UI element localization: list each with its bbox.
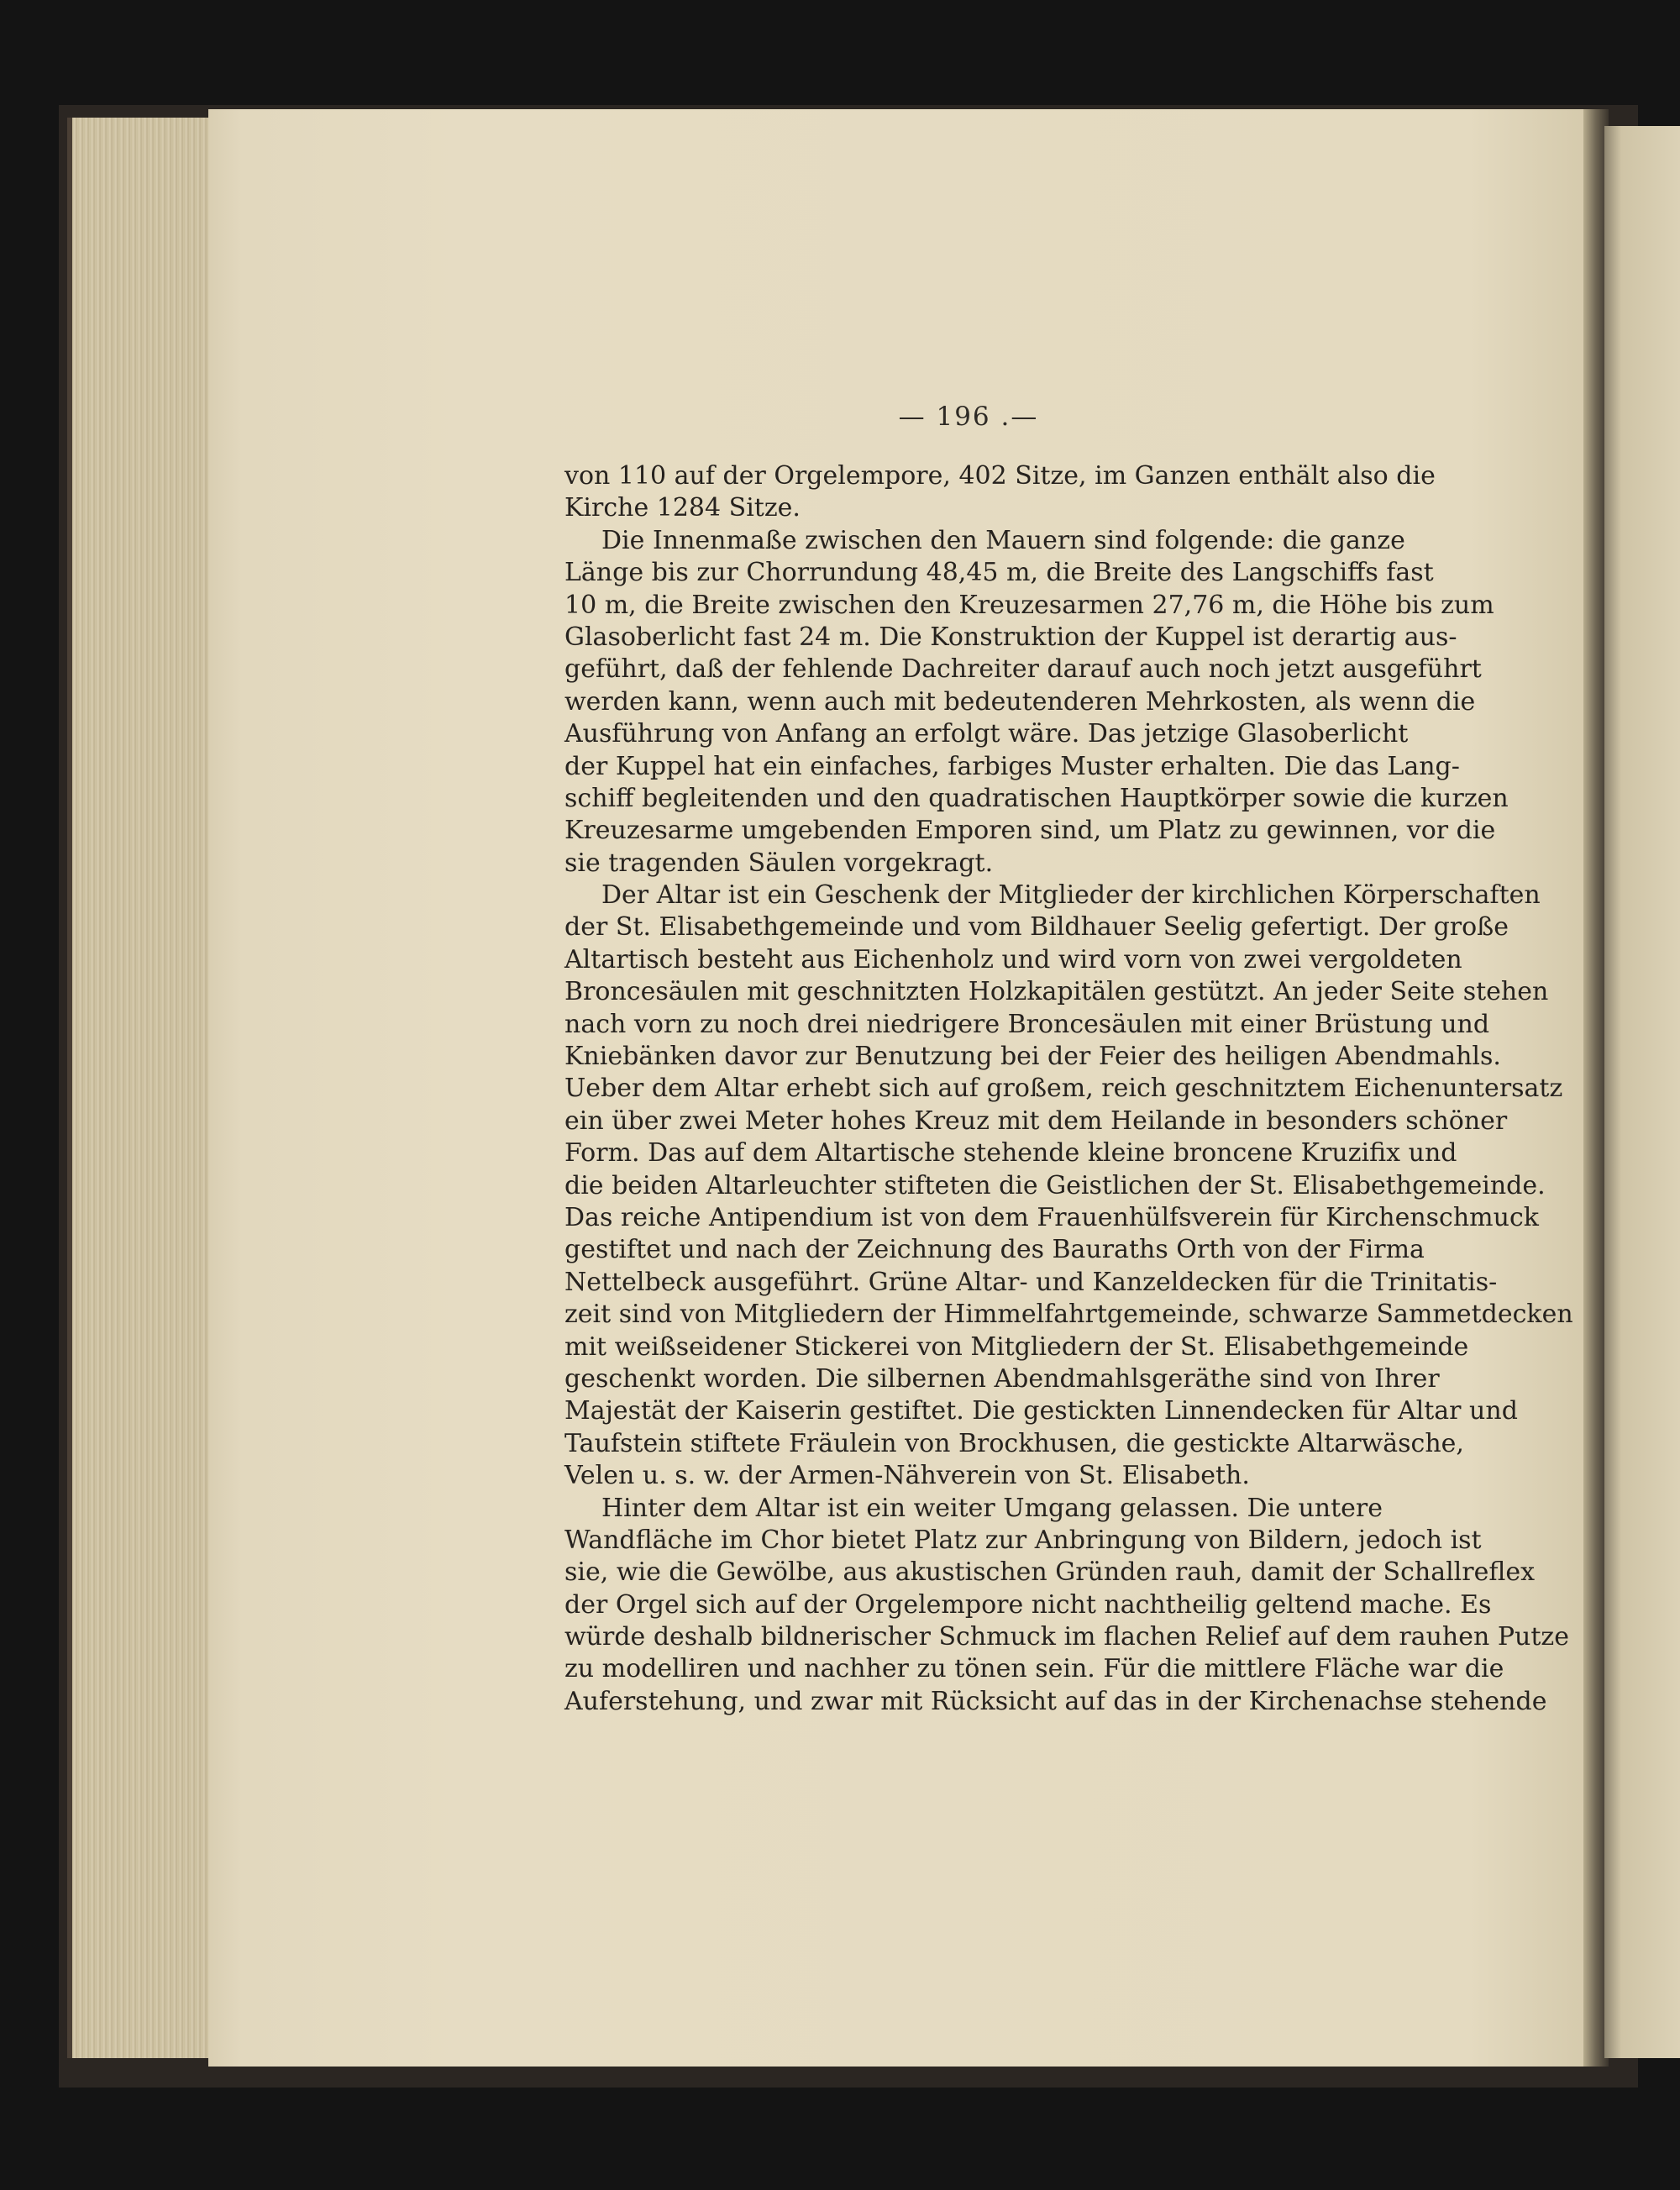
text-line: Glasoberlicht fast 24 m. Die Konstruktion der Kuppel ist derartig aus- — [564, 622, 1457, 652]
text-line: Ueber dem Altar erhebt sich auf großem, reich geschnitztem Eichenuntersatz — [564, 1074, 1563, 1104]
text-line: der Orgel sich auf der Orgelempore nicht nachtheilig geltend mache. Es — [564, 1589, 1492, 1620]
text-line: Das reiche Antipendium ist von dem Frauenhülfsverein für Kirchenschmuck — [564, 1202, 1539, 1232]
text-line: Wandfläche im Chor bietet Platz zur Anbringung von Bildern, jedoch ist — [564, 1525, 1482, 1555]
text-line: Auferstehung, und zwar mit Rücksicht auf das in der Kirchenachse stehende — [564, 1686, 1547, 1716]
text-line: mit weißseidener Stickerei von Mitgliedern der St. Elisabethgemeinde — [564, 1331, 1469, 1362]
text-line: Nettelbeck ausgeführt. Grüne Altar- und Kanzeldecken für die Trinitatis- — [564, 1267, 1498, 1297]
text-line: Taufstein stiftete Fräulein von Brockhusen, die gestickte Altarwäsche, — [564, 1428, 1464, 1458]
text-line: Majestät der Kaiserin gestiftet. Die gestickten Linnendecken für Altar und — [564, 1396, 1518, 1426]
text-line: Velen u. s. w. der Armen-Nähverein von St. Elisabeth. — [564, 1461, 1250, 1491]
text-line: zeit sind von Mitgliedern der Himmelfahrtgemeinde, schwarze Sammetdecken — [564, 1300, 1573, 1330]
text-line: Der Altar ist ein Geschenk der Mitglieder der kirchlichen Körperschaften — [601, 880, 1541, 911]
text-line: werden kann, wenn auch mit bedeutenderen Mehrkosten, als wenn die — [564, 686, 1476, 717]
body-text — [564, 460, 1573, 1718]
text-line: ein über zwei Meter hohes Kreuz mit dem Heilande in besonders schöner — [564, 1106, 1508, 1136]
text-line: Kreuzesarme umgebenden Emporen sind, um Platz zu gewinnen, vor die — [564, 816, 1496, 846]
text-line: gestiftet und nach der Zeichnung des Bauraths Orth von der Firma — [564, 1235, 1425, 1265]
text-line: geschenkt worden. Die silbernen Abendmahlsgeräthe sind von Ihrer — [564, 1363, 1440, 1394]
text-line: 10 m, die Breite zwischen den Kreuzesarmen 27,76 m, die Höhe bis zum — [564, 590, 1494, 620]
text-line: würde deshalb bildnerischer Schmuck im flachen Relief auf dem rauhen Putze — [564, 1622, 1569, 1652]
right-page-edge — [1604, 126, 1680, 2058]
text-line: sie tragenden Säulen vorgekragt. — [564, 848, 994, 878]
text-line: Broncesäulen mit geschnitzten Holzkapitälen gestützt. An jeder Seite stehen — [564, 977, 1549, 1007]
text-line: Kirche 1284 Sitze. — [564, 493, 801, 523]
text-line: Altartisch besteht aus Eichenholz und wird vorn von zwei vergoldeten — [564, 944, 1462, 974]
text-line: der Kuppel hat ein einfaches, farbiges Muster erhalten. Die das Lang- — [564, 751, 1460, 781]
text-line: Die Innenmaße zwischen den Mauern sind folgende: die ganze — [601, 525, 1405, 555]
text-line: die beiden Altarleuchter stifteten die Geistlichen der St. Elisabethgemeinde. — [564, 1170, 1546, 1200]
text-line: Ausführung von Anfang an erfolgt wäre. Das jetzige Glasoberlicht — [564, 719, 1409, 749]
text-line: Form. Das auf dem Altartische stehende kleine broncene Kruzifix und — [564, 1138, 1457, 1169]
text-line: von 110 auf der Orgelempore, 402 Sitze, im Ganzen enthält also die — [564, 461, 1436, 491]
text-line: Länge bis zur Chorrundung 48,45 m, die Breite des Langschiffs fast — [564, 558, 1434, 588]
text-line: nach vorn zu noch drei niedrigere Broncesäulen mit einer Brüstung und — [564, 1009, 1490, 1039]
text-line: geführt, daß der fehlende Dachreiter darauf auch noch jetzt ausgeführt — [564, 654, 1482, 685]
text-line: der St. Elisabethgemeinde und vom Bildhauer Seelig gefertigt. Der große — [564, 912, 1509, 943]
page-edges — [67, 118, 215, 2058]
text-line: schiff begleitenden und den quadratischen Hauptkörper sowie die kurzen — [564, 783, 1509, 813]
text-line: sie, wie die Gewölbe, aus akustischen Gründen rauh, damit der Schallreflex — [564, 1557, 1536, 1588]
text-line: Kniebänken davor zur Benutzung bei der Feier des heiligen Abendmahls. — [564, 1042, 1501, 1072]
page-number: — 196 .— — [898, 402, 1039, 432]
text-line: Hinter dem Altar ist ein weiter Umgang gelassen. Die untere — [601, 1493, 1383, 1523]
text-line: zu modelliren und nachher zu tönen sein. Für die mittlere Fläche war die — [564, 1654, 1504, 1684]
